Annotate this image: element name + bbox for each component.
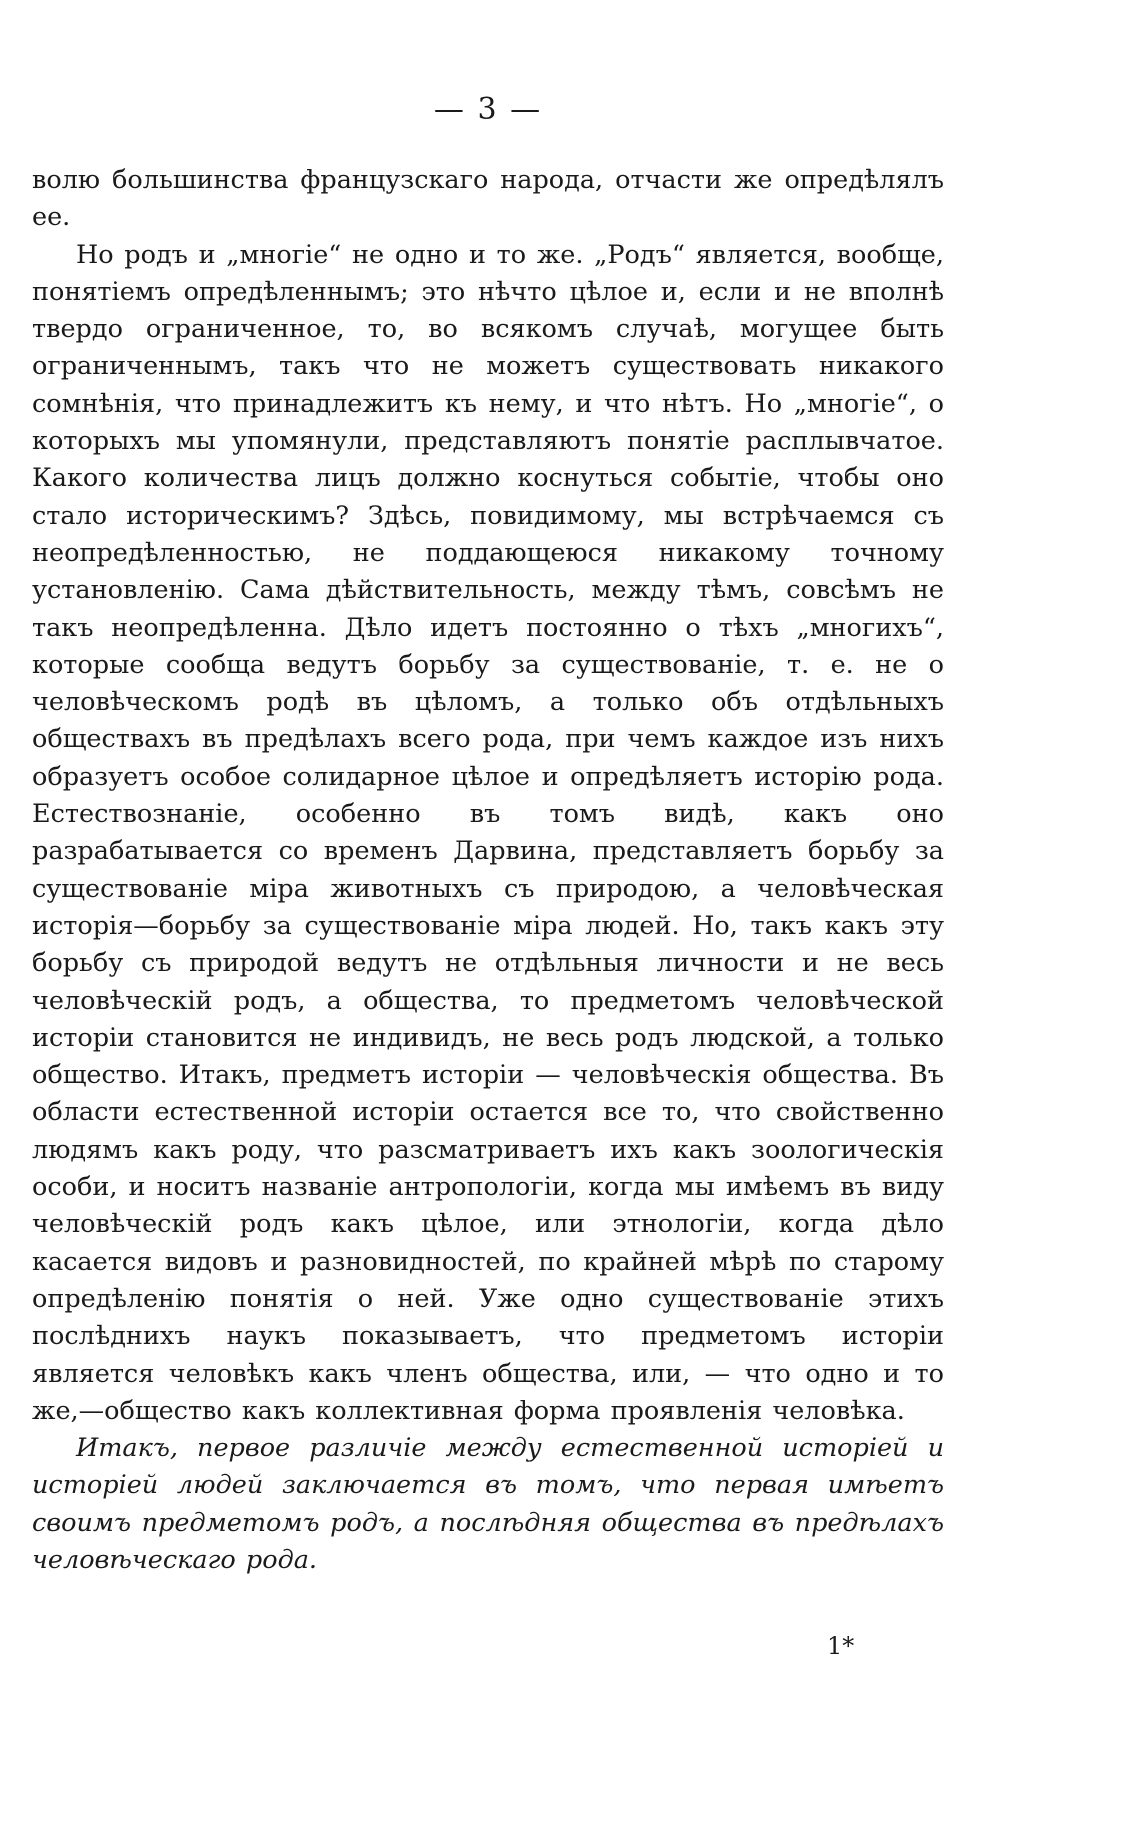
signature-mark: 1* [827, 1632, 855, 1660]
paragraph-conclusion: Итакъ, первое различіе между естественной исторіей и исторіей людей заключается въ томъ, что первая имѣетъ своимъ предметомъ родъ, а послѣдняя общества въ предѣлахъ человѣческаго рода. [32, 1433, 944, 1575]
paragraph-continued: волю большинства французскаго народа, отчасти же опредѣлялъ ее. [32, 165, 944, 233]
page-body [32, 162, 944, 1579]
page-number: — 3 — [433, 92, 543, 127]
paragraph-main: Но родъ и „многіе“ не одно и то же. „Родъ“ является, вообще, понятіемъ опредѣленнымъ; это нѣчто цѣлое и, если и не вполнѣ твердо ограниченное, то, во всякомъ случаѣ, могущее быть ограниченнымъ, такъ что не можетъ существовать никакого сомнѣнія, что принадлежитъ къ нему, и что нѣтъ. Но „многіе“, о которыхъ мы упомянули, представляютъ понятіе расплывчатое. Какого количества лицъ должно коснуться событіе, чтобы оно стало историческимъ? Здѣсь, повидимому, мы встрѣчаемся съ неопредѣленностью, не поддающеюся никакому точному установленію. Сама дѣйствительность, между тѣмъ, совсѣмъ не такъ неопредѣленна. Дѣло идетъ постоянно о тѣхъ „многихъ“, которые сообща ведутъ борьбу за существованіе, т. е. не о человѣческомъ родѣ въ цѣломъ, а только объ отдѣльныхъ обществахъ въ предѣлахъ всего рода, при чемъ каждое изъ нихъ образуетъ особое солидарное цѣлое и опредѣляетъ исторію рода. Естествознаніе, особенно въ томъ видѣ, какъ оно разрабатывается со временъ Дарвина, представляетъ борьбу за существованіе міра животныхъ съ природою, а человѣческая исторія—борьбу за существованіе міра людей. Но, такъ какъ эту борьбу съ природой ведутъ не отдѣльныя личности и не весь человѣческій родъ, а общества, то предметомъ человѣческой исторіи становится не индивидъ, не весь родъ людской, а только общество. Итакъ, предметъ исторіи — человѣческія общества. Въ области естественной исторіи остается все то, что свойственно людямъ какъ роду, что разсматриваетъ ихъ какъ зоологическія особи, и носитъ названіе антропологіи, когда мы имѣемъ въ виду человѣческій родъ какъ цѣлое, или этнологіи, когда дѣло касается видовъ и разновидностей, по крайней мѣрѣ по старому опредѣленію понятія о ней. Уже одно существованіе этихъ послѣднихъ наукъ показываетъ, что предметомъ исторіи является человѣкъ какъ членъ общества, или, — что одно и то же,—общество какъ коллективная форма проявленія человѣка. [32, 239, 944, 1426]
